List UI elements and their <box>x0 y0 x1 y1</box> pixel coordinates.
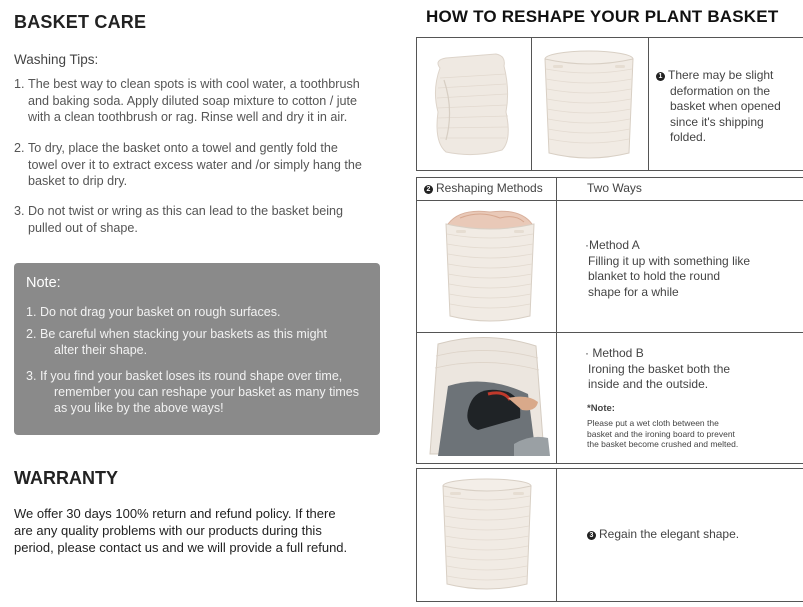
basket-care-title: BASKET CARE <box>14 12 147 32</box>
ironing-basket-image <box>418 334 555 462</box>
method-a-title: ·Method A <box>585 238 640 252</box>
note-number: 3. <box>26 369 37 383</box>
note-line: as you like by the above ways! <box>54 401 224 415</box>
tip-line: with a clean toothbrush or rag. Rinse well and dry it in air. <box>28 110 348 124</box>
step3-text: 3 Regain the elegant shape. <box>587 527 739 543</box>
note-item-3 <box>26 368 366 416</box>
tip-number: 1. <box>14 77 25 91</box>
note-number: 2. <box>26 327 37 341</box>
round-basket-image <box>541 47 637 165</box>
step-number-badge: 3 <box>587 531 596 540</box>
divider <box>531 37 532 171</box>
step-number-badge: 2 <box>424 185 433 194</box>
step1-line: folded. <box>670 130 707 144</box>
tip-line: The best way to clean spots is with cool water, a toothbrush <box>28 77 360 91</box>
divider <box>648 37 649 171</box>
method-b-note <box>587 418 799 450</box>
note-line: Do not drag your basket on rough surfaces. <box>40 305 281 319</box>
tip-line: Do not twist or wring as this can lead to the basket being <box>28 204 344 218</box>
method-b-text <box>585 346 795 393</box>
note-box <box>14 263 380 435</box>
method-a-line: Filling it up with something like <box>588 253 751 268</box>
note-number: 1. <box>26 305 37 319</box>
divider <box>416 332 803 333</box>
method-b-note-title: *Note: <box>587 403 615 414</box>
reshaped-basket-image <box>438 476 536 596</box>
tip-number: 3. <box>14 204 25 218</box>
reshape-title: HOW TO RESHAPE YOUR PLANT BASKET <box>426 7 779 26</box>
method-b-title: · Method B <box>585 346 644 360</box>
tip-line: basket to drip dry. <box>28 174 128 188</box>
warranty-line: We offer 30 days 100% return and refund policy. If there <box>14 506 336 521</box>
washing-tip-1 <box>14 76 389 126</box>
warranty-line: are any quality problems with our products during this <box>14 523 322 538</box>
divider <box>416 200 803 201</box>
method-b-line: Ironing the basket both the <box>588 361 731 376</box>
note-line: alter their shape. <box>54 343 148 357</box>
step-number-badge: 1 <box>656 72 665 81</box>
warranty-text <box>14 505 384 556</box>
tip-number: 2. <box>14 141 25 155</box>
method-b-line: inside and the outside. <box>588 377 709 391</box>
step1-text <box>656 68 801 146</box>
note-item-2 <box>26 326 366 358</box>
method-b-note-line: basket and the ironing board to prevent <box>587 428 735 439</box>
warranty-title: WARRANTY <box>14 468 118 488</box>
washing-tip-2 <box>14 140 389 190</box>
washing-tip-3 <box>14 203 389 236</box>
basket-with-blanket-image <box>440 206 540 328</box>
method-b-note-line: Please put a wet cloth between the <box>587 418 719 428</box>
step1-line: basket when opened <box>670 99 781 113</box>
tip-line: and baking soda. Apply diluted soap mixture to cotton / jute <box>28 93 358 108</box>
two-ways-value: Two Ways <box>587 181 642 195</box>
reshaping-methods-label: 2 Reshaping Methods <box>424 181 543 197</box>
divider <box>556 177 557 464</box>
note-line: If you find your basket loses its round shape over time, <box>40 369 343 383</box>
note-title: Note: <box>26 275 61 291</box>
tip-line: pulled out of shape. <box>28 220 138 235</box>
step1-line: since it's shipping <box>670 114 764 129</box>
step1-line: 1 There may be slight <box>656 68 801 84</box>
note-line: Be careful when stacking your baskets as this might <box>40 327 327 341</box>
note-item-1 <box>26 304 366 320</box>
method-b-note-line: the basket become crushed and melted. <box>587 439 739 449</box>
warranty-line: period, please contact us and we will provide a full refund. <box>14 540 348 555</box>
step1-line: deformation on the <box>670 83 771 98</box>
tip-line: To dry, place the basket onto a towel and gently fold the <box>28 141 338 155</box>
washing-tips-label: Washing Tips: <box>14 52 99 67</box>
note-line: remember you can reshape your basket as many times <box>54 385 359 399</box>
method-a-line: blanket to hold the round <box>588 269 721 283</box>
divider <box>556 468 557 602</box>
method-a-line: shape for a while <box>588 284 679 299</box>
tip-line: towel over it to extract excess water and /or simply hang the <box>28 157 362 172</box>
method-a-text <box>585 238 795 300</box>
deformed-basket-image <box>424 50 524 160</box>
